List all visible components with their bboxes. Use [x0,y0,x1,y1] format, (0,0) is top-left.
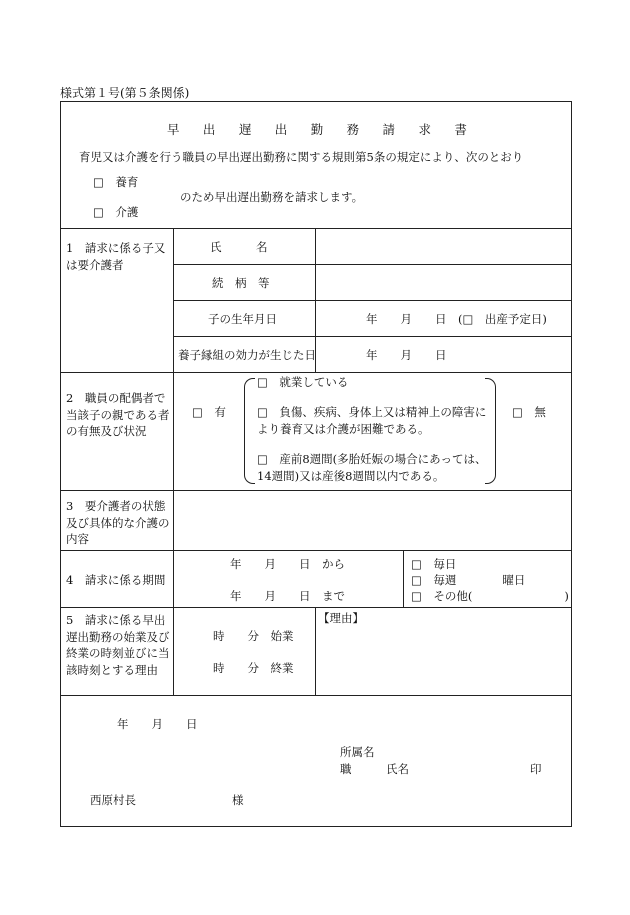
period-from: 年 月 日 から [230,557,345,571]
label-column-line [173,228,174,695]
request-text: のため早出遅出勤務を請求します。 [180,190,364,204]
daily-checkbox[interactable]: □ 毎日 [411,557,457,571]
divider-s1-a [173,264,571,265]
name-label: 氏 名 [210,240,268,254]
seal-mark: 印 [530,762,542,776]
s1-label: 1 請求に係る子又は要介護者 [66,241,166,272]
birth-label: 子の生年月日 [208,312,277,326]
birth-value: 年 月 日 (□ 出産予定日) [366,312,547,326]
footer-date: 年 月 日 [117,717,198,731]
s5-split-line [315,607,316,695]
s3-label: 3 要介護者の状態及び具体的な介護の内容 [66,499,170,546]
divider-s5 [60,695,571,696]
s2-label: 2 職員の配偶者で当該子の親である者の有無及び状況 [66,391,170,438]
start-time: 時 分 始業 [213,629,294,643]
end-time: 時 分 終業 [213,661,294,675]
honorific-label: 様 [232,793,244,807]
divider-s2 [60,490,571,491]
position-name-label: 職 氏名 [340,762,409,776]
care-checkbox[interactable]: □ 介護 [93,205,139,219]
form-title: 早 出 遅 出 勤 務 請 求 書 [167,122,467,137]
spouse-no-checkbox[interactable]: □ 無 [512,405,546,419]
adoption-label: 養子縁組の効力が生じた日 [178,348,316,362]
divider-s3 [60,550,571,551]
weekly-checkbox[interactable]: □ 毎週 曜日 [411,573,526,587]
divider-s1-c [173,336,571,337]
relation-label: 続 柄 等 [212,276,270,290]
period-to: 年 月 日 まで [230,589,345,603]
other-checkbox[interactable]: □ その他( ) [411,589,569,603]
form-number: 様式第１号(第５条関係) [60,86,190,100]
bracket-left [244,378,255,484]
cond-illness-checkbox[interactable]: □ 負傷、疾病、身体上又は精神上の障害により養育又は介護が困難である。 [257,405,487,436]
s5-label: 5 請求に係る早出遅出勤務の始業及び終業の時刻並びに当該時刻とする理由 [66,613,170,677]
adoption-value: 年 月 日 [366,348,447,362]
s4-split-line [403,550,404,607]
s4-label: 4 請求に係る期間 [66,573,166,587]
intro-text: 育児又は介護を行う職員の早出遅出勤務に関する規則第5条の規定により、次のとおり [79,150,524,164]
divider-s1-b [173,300,571,301]
department-label: 所属名 [340,745,375,759]
spouse-yes-checkbox[interactable]: □ 有 [192,405,226,419]
cond-working-checkbox[interactable]: □ 就業している [257,375,349,389]
divider-s1 [60,372,571,373]
cond-childbirth-checkbox[interactable]: □ 産前8週間(多胎妊娠の場合にあっては、14週間)又は産後8週間以内である。 [257,452,487,483]
recipient-label: 西原村長 [90,793,136,807]
reason-label: 【理由】 [318,611,364,625]
rearing-checkbox[interactable]: □ 養育 [93,175,139,189]
